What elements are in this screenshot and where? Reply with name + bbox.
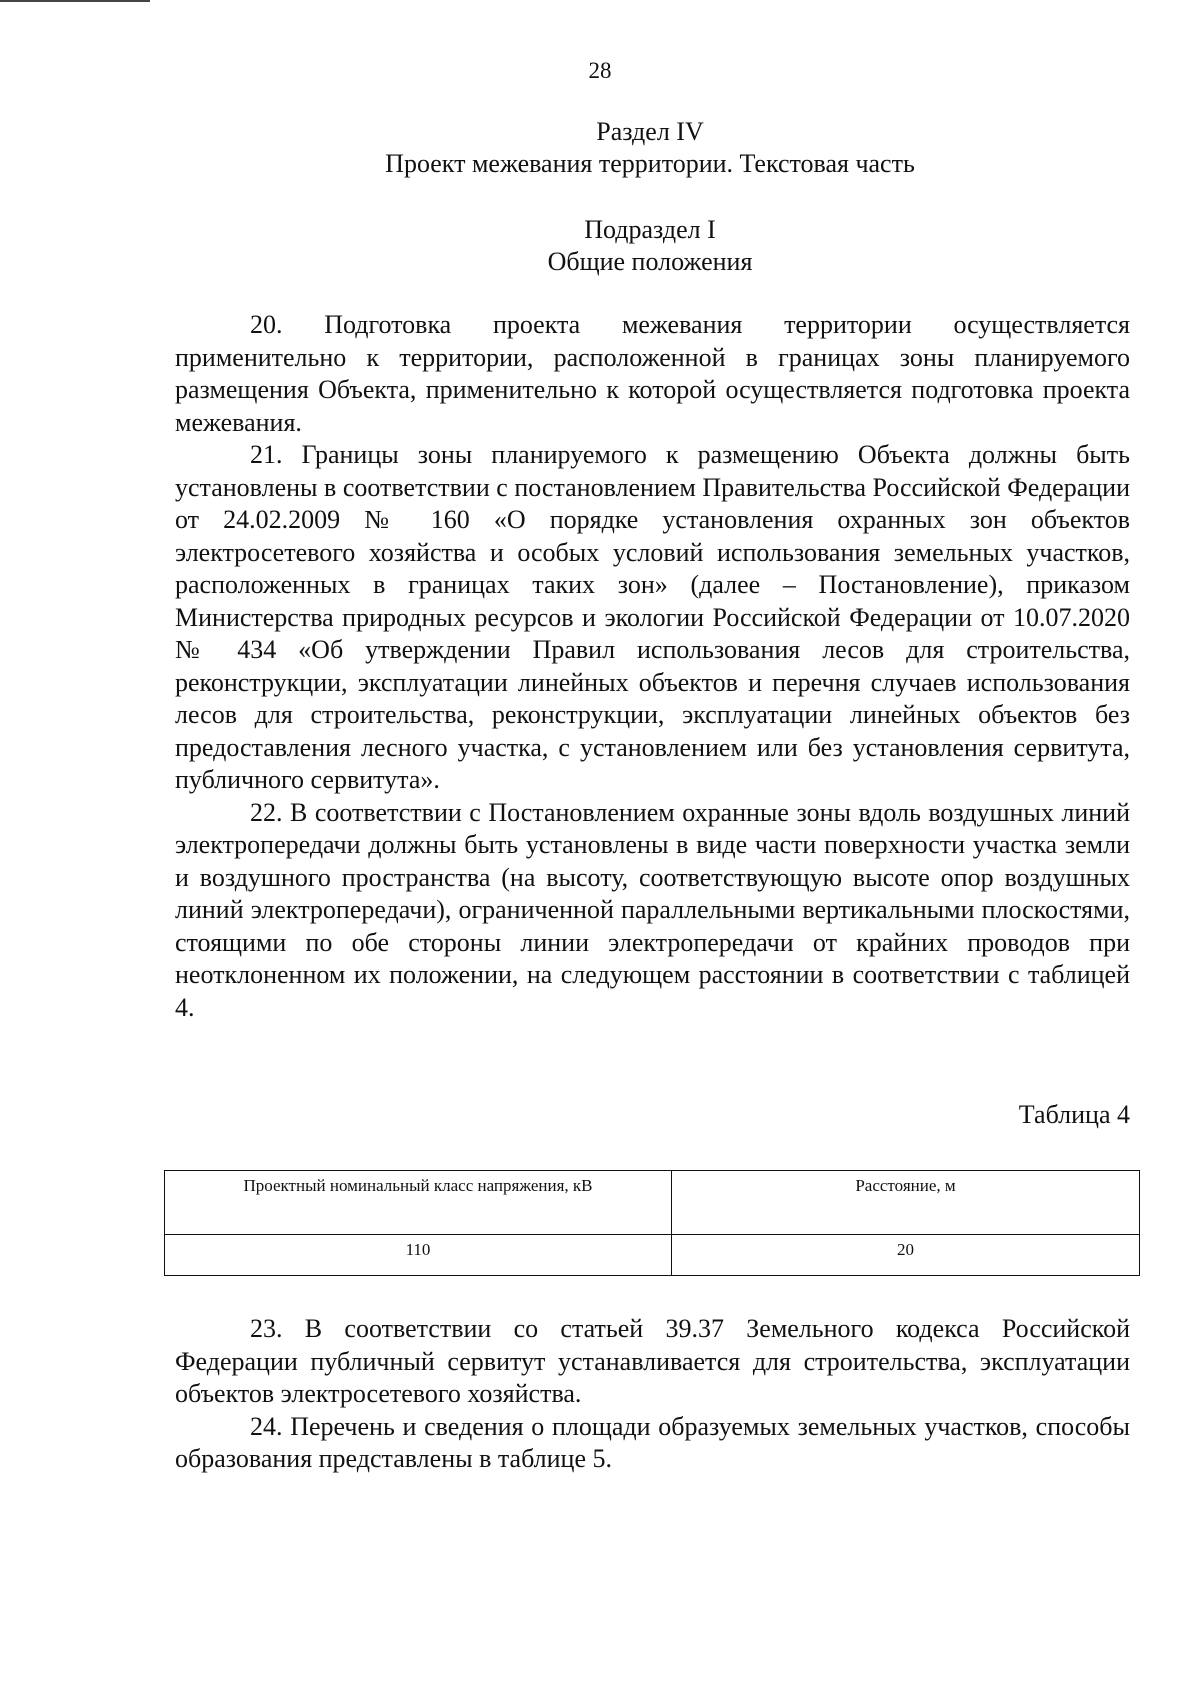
paragraph-24: 24. Перечень и сведения о площади образуемых земельных участков, способы образования представлены в таблице 5. (175, 1411, 1130, 1473)
table-header-distance: Расстояние, м (672, 1171, 1140, 1235)
table-row (165, 1235, 1140, 1276)
subsection-label: Подраздел I (584, 215, 716, 244)
section-label: Раздел IV (596, 117, 704, 146)
table-4 (164, 1170, 1140, 1276)
body-text-before-table (175, 309, 1130, 1024)
body-text-after-table (175, 1313, 1130, 1476)
table-4-caption: Таблица 4 (1018, 1100, 1130, 1129)
paragraph-23: 23. В соответствии со статьей 39.37 Земельного кодекса Российской Федерации публичный сервитут устанавливается для строительства, эксплуатации объектов электросетевого хозяйства. (175, 1314, 1130, 1408)
paragraph-20: 20. Подготовка проекта межевания территории осуществляется применительно к территории, расположенной в границах зоны планируемого размещения Объекта, применительно к которой осуществляется подготовка проекта межевания. (175, 310, 1130, 437)
subsection-heading (0, 214, 1200, 278)
paragraph-22: 22. В соответствии с Постановлением охранные зоны вдоль воздушных линий электропередачи должны быть установлены в виде части поверхности участка земли и воздушного пространства (на высоту, соответствующую высоте опор воздушных линий электропередачи), ограниченной параллельными вертикальными плоскостями, стоящими по обе стороны линии электропередачи от крайних проводов при неотклоненном их положении, на следующем расстоянии в соответствии с таблицей 4. (175, 797, 1130, 1022)
section-heading (0, 116, 1200, 180)
paragraph-21: 21. Границы зоны планируемого к размещению Объекта должны быть установлены в соответствии с постановлением Правительства Российской Федерации от 24.02.2009 № 160 «О порядке установления охранных зон объектов электросетевого хозяйства и особых условий использования земельных участков, расположенных в границах таких зон» (далее – Постановление), приказом Министерства природных ресурсов и экологии Российской Федерации от 10.07.2020 № 434 «Об утверждении Правил использования лесов для строительства, реконструкции, эксплуатации линейных объектов и перечня случаев использования лесов для строительства, реконструкции, эксплуатации линейных объектов без предоставления лесного участка, с установлением или без установления сервитута, публичного сервитута». (175, 440, 1130, 794)
page-number: 28 (588, 58, 612, 83)
table-header-row (165, 1171, 1140, 1235)
table-cell-voltage: 110 (165, 1235, 672, 1276)
table-header-voltage-class: Проектный номинальный класс напряжения, кВ (165, 1171, 672, 1235)
subsection-title: Общие положения (547, 247, 753, 276)
scan-edge-line (0, 0, 150, 2)
table-cell-distance: 20 (672, 1235, 1140, 1276)
section-title: Проект межевания территории. Текстовая часть (385, 149, 915, 178)
